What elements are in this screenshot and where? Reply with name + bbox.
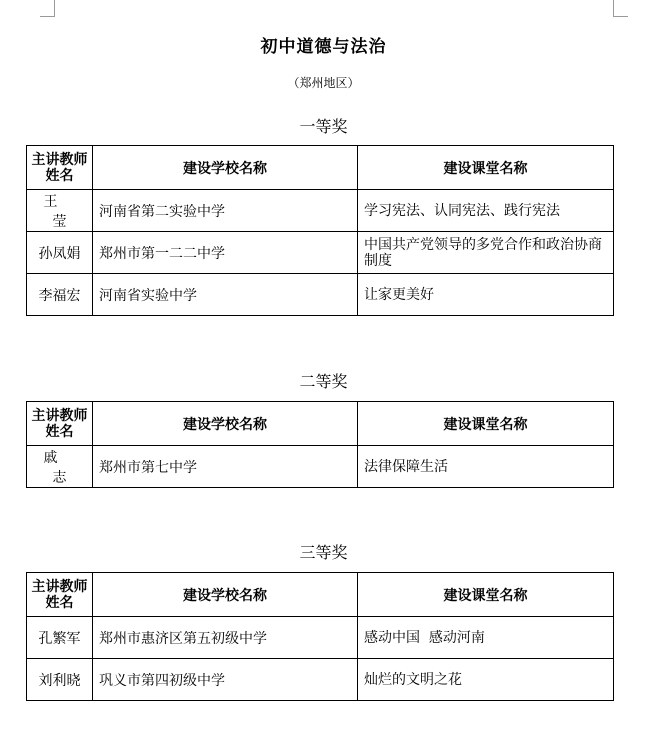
table-row — [27, 659, 614, 701]
table-row — [27, 274, 614, 316]
cell-teacher: 王莹 — [27, 190, 93, 232]
cell-teacher: 刘利晓 — [27, 659, 93, 701]
header-course: 建设课堂名称 — [358, 573, 614, 617]
cell-course: 感动中国 感动河南 — [358, 617, 614, 659]
cell-school: 河南省实验中学 — [93, 274, 358, 316]
table-header-row — [27, 402, 614, 446]
cell-teacher: 戚志 — [27, 446, 93, 488]
cell-course: 学习宪法、认同宪法、践行宪法 — [358, 190, 614, 232]
cell-school: 郑州市惠济区第五初级中学 — [93, 617, 358, 659]
cell-teacher: 李福宏 — [27, 274, 93, 316]
cell-course: 中国共产党领导的多党合作和政治协商制度 — [358, 232, 614, 274]
header-teacher: 主讲教师姓名 — [27, 573, 93, 617]
cell-course: 灿烂的文明之花 — [358, 659, 614, 701]
table-row — [27, 617, 614, 659]
table-row — [27, 190, 614, 232]
header-teacher: 主讲教师姓名 — [27, 402, 93, 446]
cell-teacher: 孔繁军 — [27, 617, 93, 659]
page-corner-mark-right — [613, 0, 628, 17]
document-title: 初中道德与法治 — [260, 37, 387, 57]
header-teacher: 主讲教师姓名 — [27, 146, 93, 190]
cell-school: 河南省第二实验中学 — [93, 190, 358, 232]
table-row — [27, 446, 614, 488]
page-corner-mark-left — [40, 0, 55, 17]
table-header-row — [27, 573, 614, 617]
table-header-row — [27, 146, 614, 190]
cell-course: 让家更美好 — [358, 274, 614, 316]
cell-course: 法律保障生活 — [358, 446, 614, 488]
header-course: 建设课堂名称 — [358, 402, 614, 446]
table-row — [27, 232, 614, 274]
cell-school: 郑州市第七中学 — [93, 446, 358, 488]
header-school: 建设学校名称 — [93, 402, 358, 446]
cell-school: 巩义市第四初级中学 — [93, 659, 358, 701]
cell-school: 郑州市第一二二中学 — [93, 232, 358, 274]
awards-table-second — [26, 401, 614, 488]
header-school: 建设学校名称 — [93, 146, 358, 190]
header-school: 建设学校名称 — [93, 573, 358, 617]
awards-table-third — [26, 572, 614, 701]
awards-table-first — [26, 145, 614, 316]
prize-heading-second: 二等奖 — [299, 372, 348, 391]
cell-teacher: 孙凤娟 — [27, 232, 93, 274]
prize-heading-third: 三等奖 — [299, 543, 348, 562]
prize-heading-first: 一等奖 — [299, 117, 348, 136]
header-course: 建设课堂名称 — [358, 146, 614, 190]
document-subtitle: （郑州地区） — [287, 76, 360, 90]
